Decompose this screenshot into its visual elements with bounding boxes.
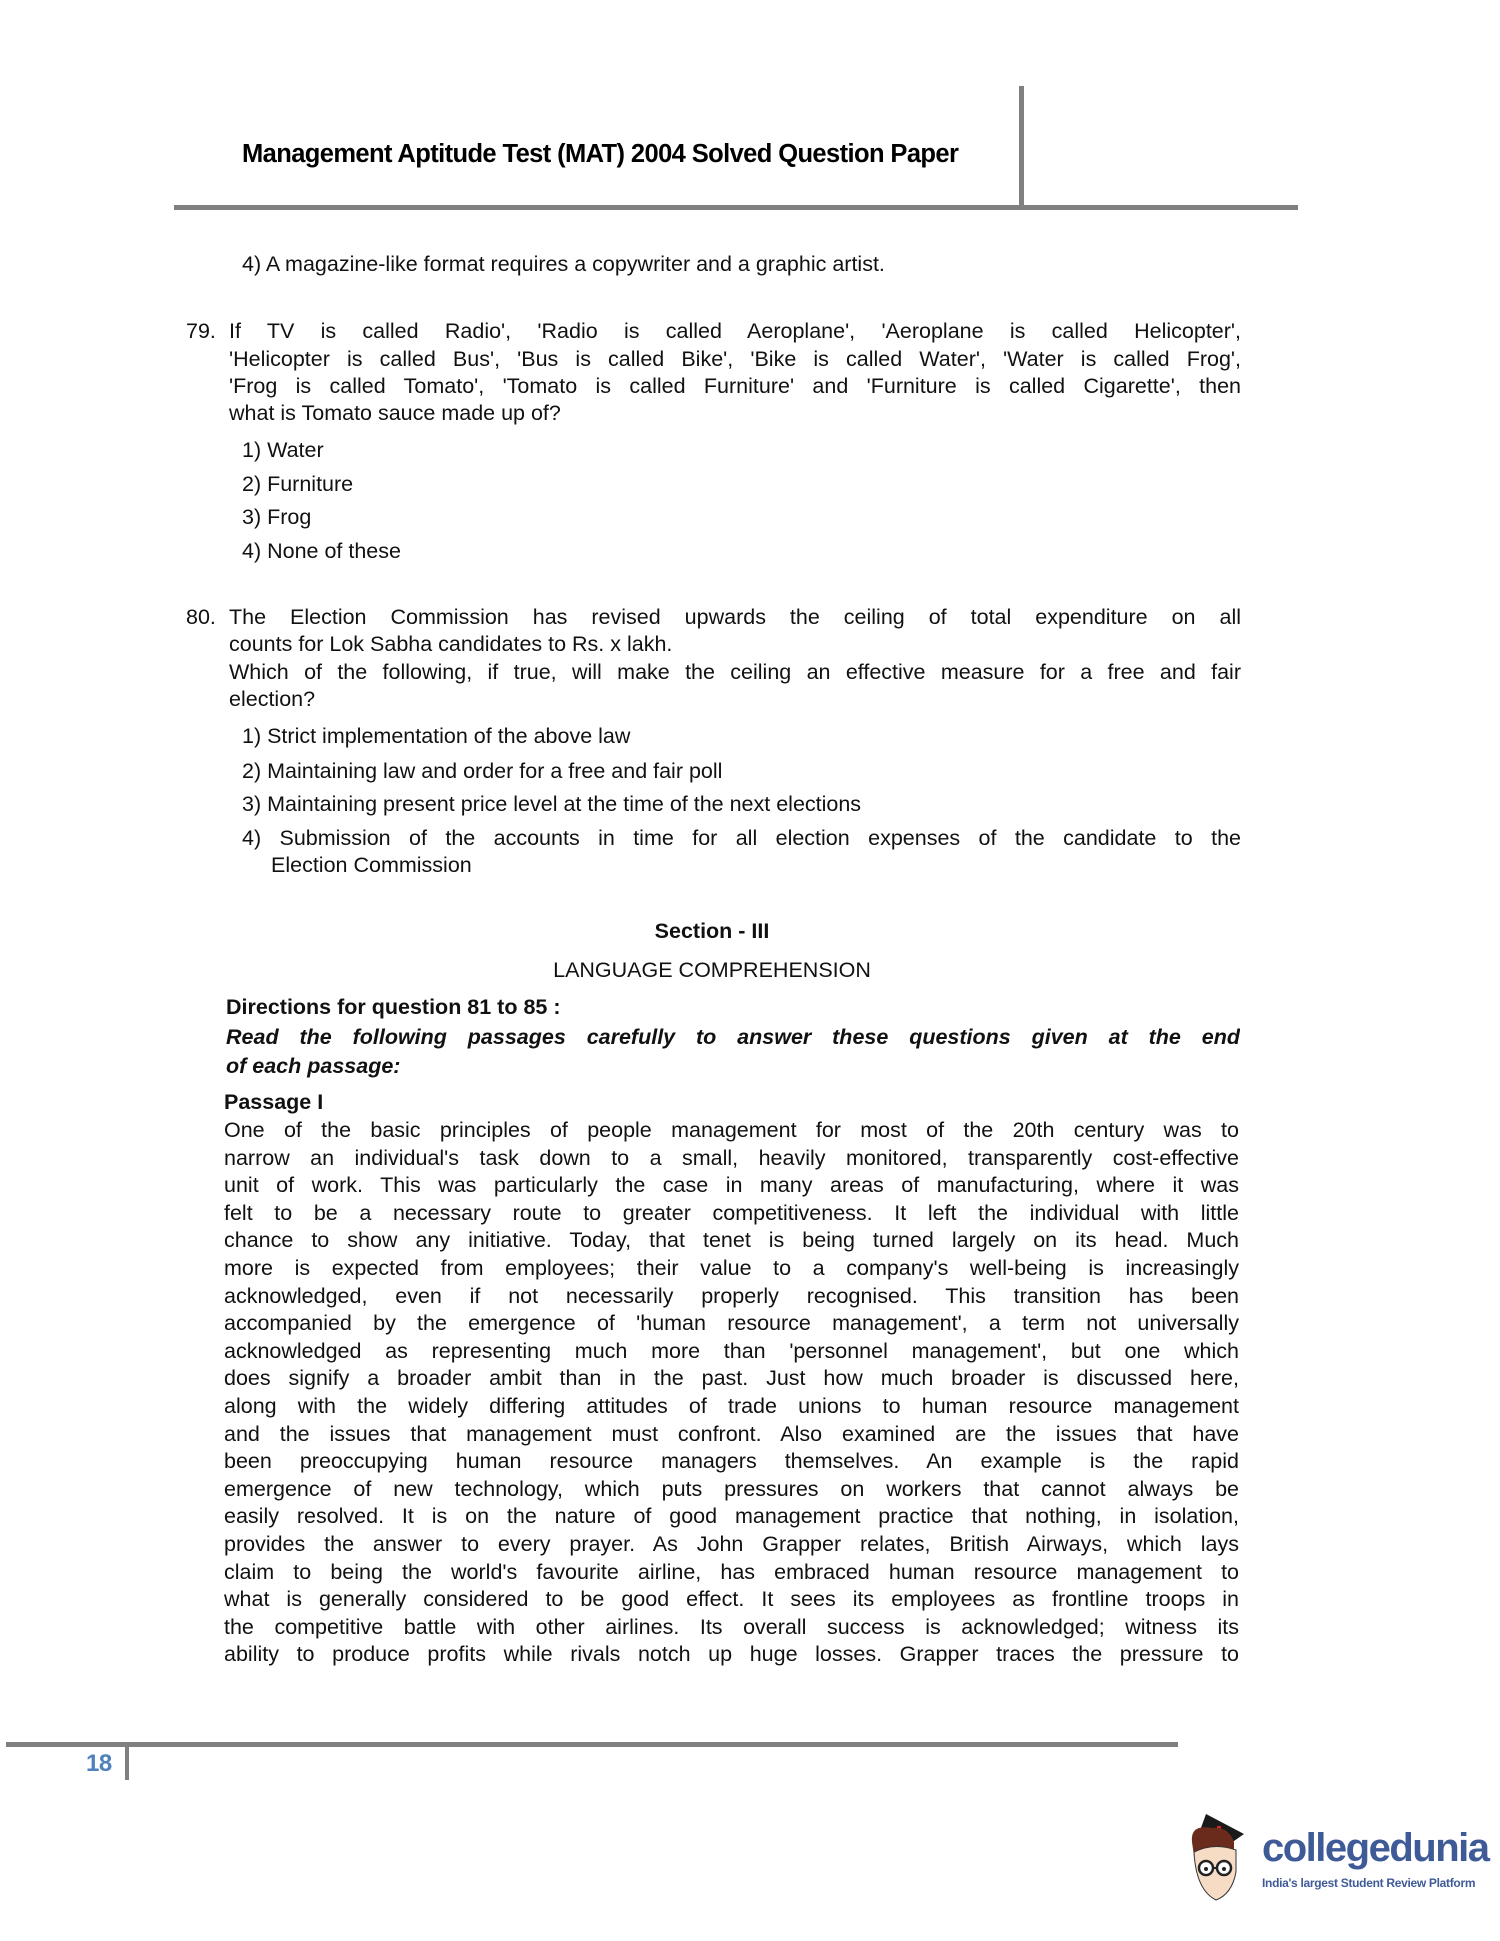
passage-line: along with the widely differing attitudes of trade unions to human resource management	[224, 1394, 1239, 1418]
answer-option: 2) Furniture	[242, 472, 354, 496]
passage-line: chance to show any initiative. Today, that tenet is being turned largely on its head. Much	[224, 1228, 1239, 1253]
passage-line: accompanied by the emergence of 'human resource management', a term not universally	[224, 1311, 1239, 1336]
footer-vertical-rule	[125, 1744, 129, 1780]
passage-line: unit of work. This was particularly the case in many areas of manufacturing, where it was	[224, 1173, 1239, 1198]
question-number: 80.	[186, 605, 216, 629]
passage-line: narrow an individual's task down to a small, heavily monitored, transparently cost-effective	[224, 1145, 1239, 1170]
passage-line: what is generally considered to be good effect. It sees its employees as frontline troops in	[224, 1587, 1239, 1612]
footer-rule	[6, 1742, 1178, 1747]
passage-line: the competitive battle with other airlines. Its overall success is acknowledged; witness its	[224, 1614, 1239, 1639]
question-text-line: Which of the following, if true, will make the ceiling an effective measure for a free and fair	[229, 660, 1241, 684]
instructions-line: Read the following passages carefully to answer these questions given at the end	[226, 1025, 1240, 1049]
logo-wordmark: collegedunia	[1262, 1826, 1489, 1870]
question-text-line: 'Frog is called Tomato', 'Tomato is called Furniture' and 'Furniture is called Cigarette', then	[229, 374, 1241, 398]
page-number: 18	[86, 1750, 112, 1777]
question-text-line: election?	[229, 687, 316, 711]
answer-option: 1) Strict implementation of the above law	[242, 724, 631, 748]
passage-line: ability to produce profits while rivals notch up huge losses. Grapper traces the pressure to	[224, 1642, 1239, 1667]
passage-title: Passage I	[224, 1090, 324, 1114]
passage-line: acknowledged as representing much more than 'personnel management', but one which	[224, 1338, 1239, 1363]
section-title: Section - III	[654, 919, 770, 943]
logo-tagline: India's largest Student Review Platform	[1262, 1876, 1476, 1890]
question-text-line: 'Helicopter is called Bus', 'Bus is called Bike', 'Bike is called Water', 'Water is called Frog',	[229, 347, 1241, 371]
passage-line: claim to being the world's favourite airline, has embraced human resource management to	[224, 1559, 1239, 1584]
answer-option: 3) Maintaining present price level at the time of the next elections	[242, 792, 862, 816]
passage-line: and the issues that management must confront. Also examined are the issues that have	[224, 1421, 1239, 1446]
answer-option: 4) None of these	[242, 539, 401, 563]
directions-heading: Directions for question 81 to 85 :	[226, 995, 561, 1019]
instructions-line: of each passage:	[226, 1054, 401, 1078]
passage-line: provides the answer to every prayer. As John Grapper relates, British Airways, which lays	[224, 1532, 1239, 1556]
passage-line: does signify a broader ambit than in the past. Just how much broader is discussed here,	[224, 1366, 1239, 1391]
header-horizontal-rule	[174, 205, 1298, 210]
passage-line: acknowledged, even if not necessarily properly recognised. This transition has been	[224, 1283, 1239, 1308]
question-text-line: The Election Commission has revised upwards the ceiling of total expenditure on all	[229, 605, 1241, 629]
passage-line: emergence of new technology, which puts pressures on workers that cannot always be	[224, 1476, 1239, 1501]
answer-option: 2) Maintaining law and order for a free and fair poll	[242, 759, 723, 783]
answer-option: 4) Submission of the accounts in time for all election expenses of the candidate to the	[242, 826, 1241, 850]
option-continuation: Election Commission	[271, 853, 472, 877]
question-text-line: If TV is called Radio', 'Radio is called Aeroplane', 'Aeroplane is called Helicopter',	[229, 319, 1241, 343]
passage-line: been preoccupying human resource managers themselves. An example is the rapid	[224, 1449, 1239, 1474]
answer-option: 3) Frog	[242, 505, 312, 529]
passage-line: easily resolved. It is on the nature of good management practice that nothing, in isolation,	[224, 1504, 1239, 1529]
question-text-line: what is Tomato sauce made up of?	[229, 401, 561, 425]
student-mascot-icon	[1184, 1812, 1264, 1904]
passage-line: more is expected from employees; their value to a company's well-being is increasingly	[224, 1256, 1239, 1280]
header-vertical-rule	[1019, 86, 1024, 210]
section-subtitle: LANGUAGE COMPREHENSION	[553, 958, 871, 982]
passage-line: felt to be a necessary route to greater competitiveness. It left the individual with little	[224, 1200, 1239, 1225]
document-title: Management Aptitude Test (MAT) 2004 Solved Question Paper	[242, 140, 959, 168]
previous-question-option: 4) A magazine-like format requires a copywriter and a graphic artist.	[242, 252, 885, 276]
question-text-line: counts for Lok Sabha candidates to Rs. x lakh.	[229, 632, 673, 656]
passage-line: One of the basic principles of people management for most of the 20th century was to	[224, 1118, 1239, 1142]
question-number: 79.	[186, 319, 216, 343]
answer-option: 1) Water	[242, 438, 324, 462]
